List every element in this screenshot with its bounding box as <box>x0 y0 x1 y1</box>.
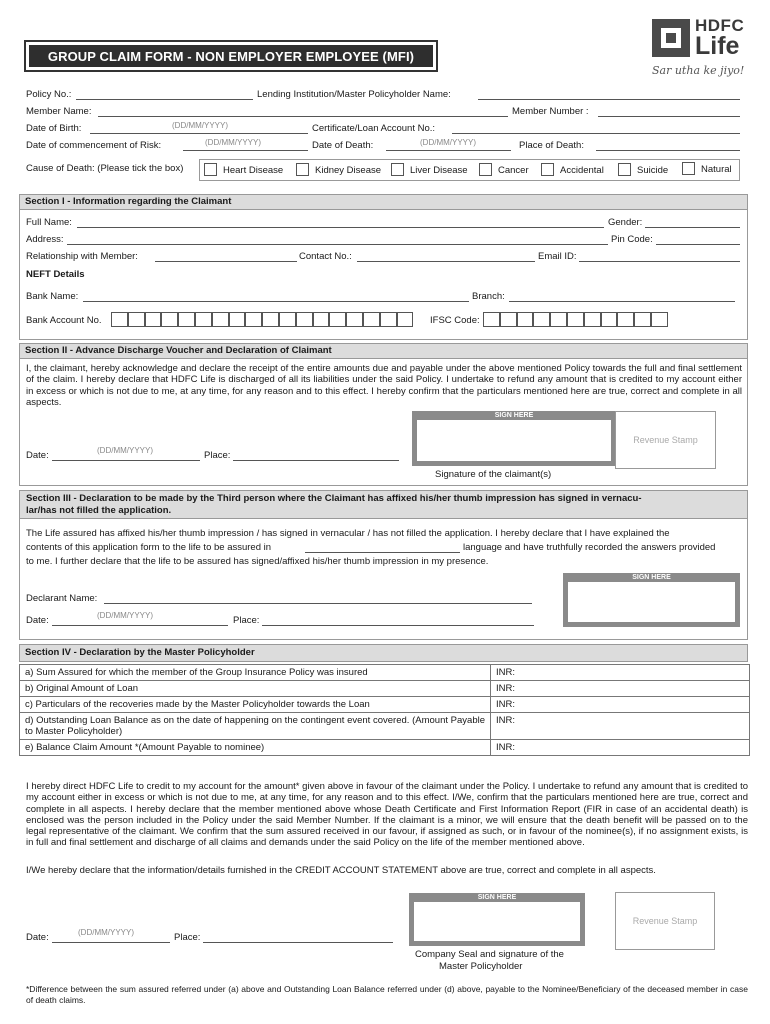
s4-revenue-stamp[interactable]: Revenue Stamp <box>615 892 715 950</box>
s4-row-d-value[interactable]: INR: <box>491 713 750 740</box>
logo-text-life: Life <box>695 32 740 60</box>
dob-field[interactable] <box>90 133 308 134</box>
certificate-field[interactable] <box>452 133 740 134</box>
footnote: *Difference between the sum assured referred under (a) above and Outstanding Loan Balance referred under (d) above, payable to the Nominee/Beneficiary of the deceased member in case of death claims. <box>26 984 748 1005</box>
s4-row-a-value[interactable]: INR: <box>491 665 750 681</box>
checkbox-natural[interactable] <box>682 162 695 175</box>
lending-institution-field[interactable] <box>478 99 740 100</box>
s2-signature-caption: Signature of the claimant(s) <box>435 469 552 480</box>
pin-code-field[interactable] <box>656 244 740 245</box>
checkbox-heart-disease[interactable] <box>204 163 217 176</box>
declarant-name-label: Declarant Name: <box>26 593 98 604</box>
policy-no-label: Policy No.: <box>26 89 72 100</box>
cause-suicide: Suicide <box>637 165 669 176</box>
section-2-declaration: I, the claimant, hereby acknowledge and declare the receipt of the entire amounts due and payable under the above mentioned Policy towards the full and final settlement of the claim. I hereby declare that HDFC Life is discharged of all its liabilities under the said Policy. I undertake to refund any amount that is credited to my account either in excess or which is not due to me, at any time, for any reason and to this effect. I hereby confirm that the particulars mentioned here are true, correct and complete in all aspects. <box>26 363 742 408</box>
certificate-label: Certificate/Loan Account No.: <box>312 123 436 134</box>
neft-heading: NEFT Details <box>26 269 85 280</box>
gender-label: Gender: <box>608 217 643 228</box>
s3-place-field[interactable] <box>262 625 534 626</box>
s2-date-field[interactable] <box>52 460 200 461</box>
ifsc-cells[interactable] <box>483 312 668 327</box>
s4-row-a-label: a) Sum Assured for which the member of the Group Insurance Policy was insured <box>20 665 491 681</box>
ifsc-label: IFSC Code: <box>430 315 480 326</box>
pin-code-label: Pin Code: <box>611 234 653 245</box>
lending-institution-label: Lending Institution/Master Policyholder Name: <box>257 89 451 100</box>
checkbox-suicide[interactable] <box>618 163 631 176</box>
logo-text-hdfc: HDFC <box>695 16 745 35</box>
s2-sign-box[interactable] <box>412 411 616 466</box>
member-number-field[interactable] <box>598 116 740 117</box>
s4-row-e-label: e) Balance Claim Amount *(Amount Payable to nominee) <box>20 740 491 756</box>
dob-label: Date of Birth: <box>26 123 82 134</box>
checkbox-kidney-disease[interactable] <box>296 163 309 176</box>
s3-sign-here: SIGN HERE <box>632 574 671 581</box>
contact-field[interactable] <box>357 261 535 262</box>
s3-language-field[interactable] <box>305 552 460 553</box>
date-of-death-field[interactable] <box>386 150 511 151</box>
s2-revenue-stamp[interactable]: Revenue Stamp <box>615 411 716 469</box>
contact-label: Contact No.: <box>299 251 352 262</box>
cause-accidental: Accidental <box>560 165 604 176</box>
s2-sign-here: SIGN HERE <box>494 412 534 419</box>
cause-cancer: Cancer <box>498 165 529 176</box>
s4-declaration-1: I hereby direct HDFC Life to credit to my account for the amount* given above in favour of the claimant under the Policy. I undertake to refund any amount that is credited to my account either in excess or which is not due to me, at any time, for any reason and to this effect. I/We, confirm that the particulars mentioned here are true, correct and complete in all aspects. I hereby declare that the member mentioned above whose Death Certificate and First Information Report (FIR in case of an accidental death) is enclosed was the person included in the Policy under the said Member Number. If the claimant is a minor, we will ensure that the death benefit will be passed on to the legal representative of the claimant. We confirm that the sum assured received in our favour, if assigned as such, or in favour of the nominee(s), if no assignment exists, is in full and final settlement and discharge of all claims and demands under the said Policy on the life of the member mentioned above. <box>26 781 748 849</box>
s3-para-a: The Life assured has affixed his/her thumb impression / has signed in vernacular / has not filled the application. I hereby declare that I have explained the <box>26 528 670 539</box>
s4-sign-here: SIGN HERE <box>477 894 517 901</box>
commencement-field[interactable] <box>183 150 308 151</box>
table-row <box>20 665 750 681</box>
cause-natural: Natural <box>701 164 732 175</box>
gender-field[interactable] <box>645 227 740 228</box>
s4-declaration-2: I/We hereby declare that the information/details furnished in the CREDIT ACCOUNT STATEMENT above are true, correct and complete in all aspects. <box>26 865 656 876</box>
bank-account-label: Bank Account No. <box>26 315 102 326</box>
s2-date-label: Date: <box>26 450 49 461</box>
s4-seal-caption-1: Company Seal and signature of the <box>415 949 564 960</box>
branch-label: Branch: <box>472 291 505 302</box>
section-3-heading-2: lar/has not filled the application. <box>26 505 172 516</box>
s3-place-label: Place: <box>233 615 260 626</box>
cause-of-death-label: Cause of Death: (Please tick the box) <box>26 163 184 174</box>
date-of-death-hint: (DD/MM/YYYY) <box>420 138 476 147</box>
s4-date-label: Date: <box>26 932 49 943</box>
commencement-label: Date of commencement of Risk: <box>26 140 162 151</box>
section-4 <box>19 644 748 662</box>
s2-date-hint: (DD/MM/YYYY) <box>97 446 153 455</box>
s4-row-b-value[interactable]: INR: <box>491 681 750 697</box>
s3-date-hint: (DD/MM/YYYY) <box>97 611 153 620</box>
s4-date-hint: (DD/MM/YYYY) <box>78 928 134 937</box>
policy-no-field[interactable] <box>76 99 253 100</box>
member-number-label: Member Number : <box>512 106 589 117</box>
email-field[interactable] <box>579 261 740 262</box>
cause-kidney-disease: Kidney Disease <box>315 165 382 176</box>
relationship-label: Relationship with Member: <box>26 251 138 262</box>
dob-hint: (DD/MM/YYYY) <box>172 121 228 130</box>
branch-field[interactable] <box>509 301 735 302</box>
checkbox-cancer[interactable] <box>479 163 492 176</box>
checkbox-accidental[interactable] <box>541 163 554 176</box>
s4-place-field[interactable] <box>203 942 393 943</box>
s3-sign-box[interactable] <box>563 573 740 627</box>
hdfc-logo-icon <box>652 19 690 57</box>
logo-tagline: Sar utha ke jiyo! <box>652 64 745 77</box>
table-row <box>20 681 750 697</box>
section-3-heading-1: Section III - Declaration to be made by the Third person where the Claimant has affixed his/her thumb impression has signed in vernacu- <box>26 493 642 504</box>
bank-account-cells[interactable] <box>111 312 413 327</box>
form-title-box <box>24 40 438 72</box>
s4-date-field[interactable] <box>52 942 170 943</box>
s4-sign-box[interactable] <box>409 893 585 946</box>
email-label: Email ID: <box>538 251 577 262</box>
table-row <box>20 697 750 713</box>
s3-date-field[interactable] <box>52 625 228 626</box>
s4-seal-caption-2: Master Policyholder <box>439 961 523 972</box>
full-name-field[interactable] <box>77 227 604 228</box>
relationship-field[interactable] <box>155 261 297 262</box>
bank-name-field[interactable] <box>83 301 469 302</box>
commencement-hint: (DD/MM/YYYY) <box>205 138 261 147</box>
address-field[interactable] <box>67 244 608 245</box>
s4-place-label: Place: <box>174 932 201 943</box>
address-label: Address: <box>26 234 64 245</box>
member-name-label: Member Name: <box>26 106 92 117</box>
s4-row-d-label: d) Outstanding Loan Balance as on the date of happening on the contingent event covered. (Amount Payable to Master Policyholder) <box>20 713 491 740</box>
form-title: GROUP CLAIM FORM - NON EMPLOYER EMPLOYEE (MFI) <box>29 45 433 67</box>
date-of-death-label: Date of Death: <box>312 140 374 151</box>
place-of-death-field[interactable] <box>596 150 740 151</box>
section-4-table <box>19 664 750 756</box>
s3-para-b1: contents of this application form to the life to be assured in <box>26 542 272 553</box>
place-of-death-label: Place of Death: <box>519 140 584 151</box>
s4-row-e-value[interactable]: INR: <box>491 740 750 756</box>
s2-place-field[interactable] <box>233 460 399 461</box>
cause-liver-disease: Liver Disease <box>410 165 468 176</box>
s4-row-c-label: c) Particulars of the recoveries made by the Master Policyholder towards the Loan <box>20 697 491 713</box>
section-2-heading: Section II - Advance Discharge Voucher and Declaration of Claimant <box>20 344 747 359</box>
full-name-label: Full Name: <box>26 217 72 228</box>
section-4-heading: Section IV - Declaration by the Master Policyholder <box>20 645 747 661</box>
s2-place-label: Place: <box>204 450 231 461</box>
table-row <box>20 740 750 756</box>
s3-para-c: to me. I further declare that the life to be assured has signed/affixed his/her thumb impression in my presence. <box>26 556 489 567</box>
declarant-name-field[interactable] <box>104 603 532 604</box>
s4-row-b-label: b) Original Amount of Loan <box>20 681 491 697</box>
table-row <box>20 713 750 740</box>
s4-row-c-value[interactable]: INR: <box>491 697 750 713</box>
s3-para-b2: language and have truthfully recorded the answers provided <box>463 542 716 553</box>
cause-heart-disease: Heart Disease <box>223 165 284 176</box>
member-name-field[interactable] <box>98 116 508 117</box>
bank-name-label: Bank Name: <box>26 291 79 302</box>
s3-date-label: Date: <box>26 615 49 626</box>
checkbox-liver-disease[interactable] <box>391 163 404 176</box>
section-1-heading: Section I - Information regarding the Claimant <box>20 195 747 210</box>
